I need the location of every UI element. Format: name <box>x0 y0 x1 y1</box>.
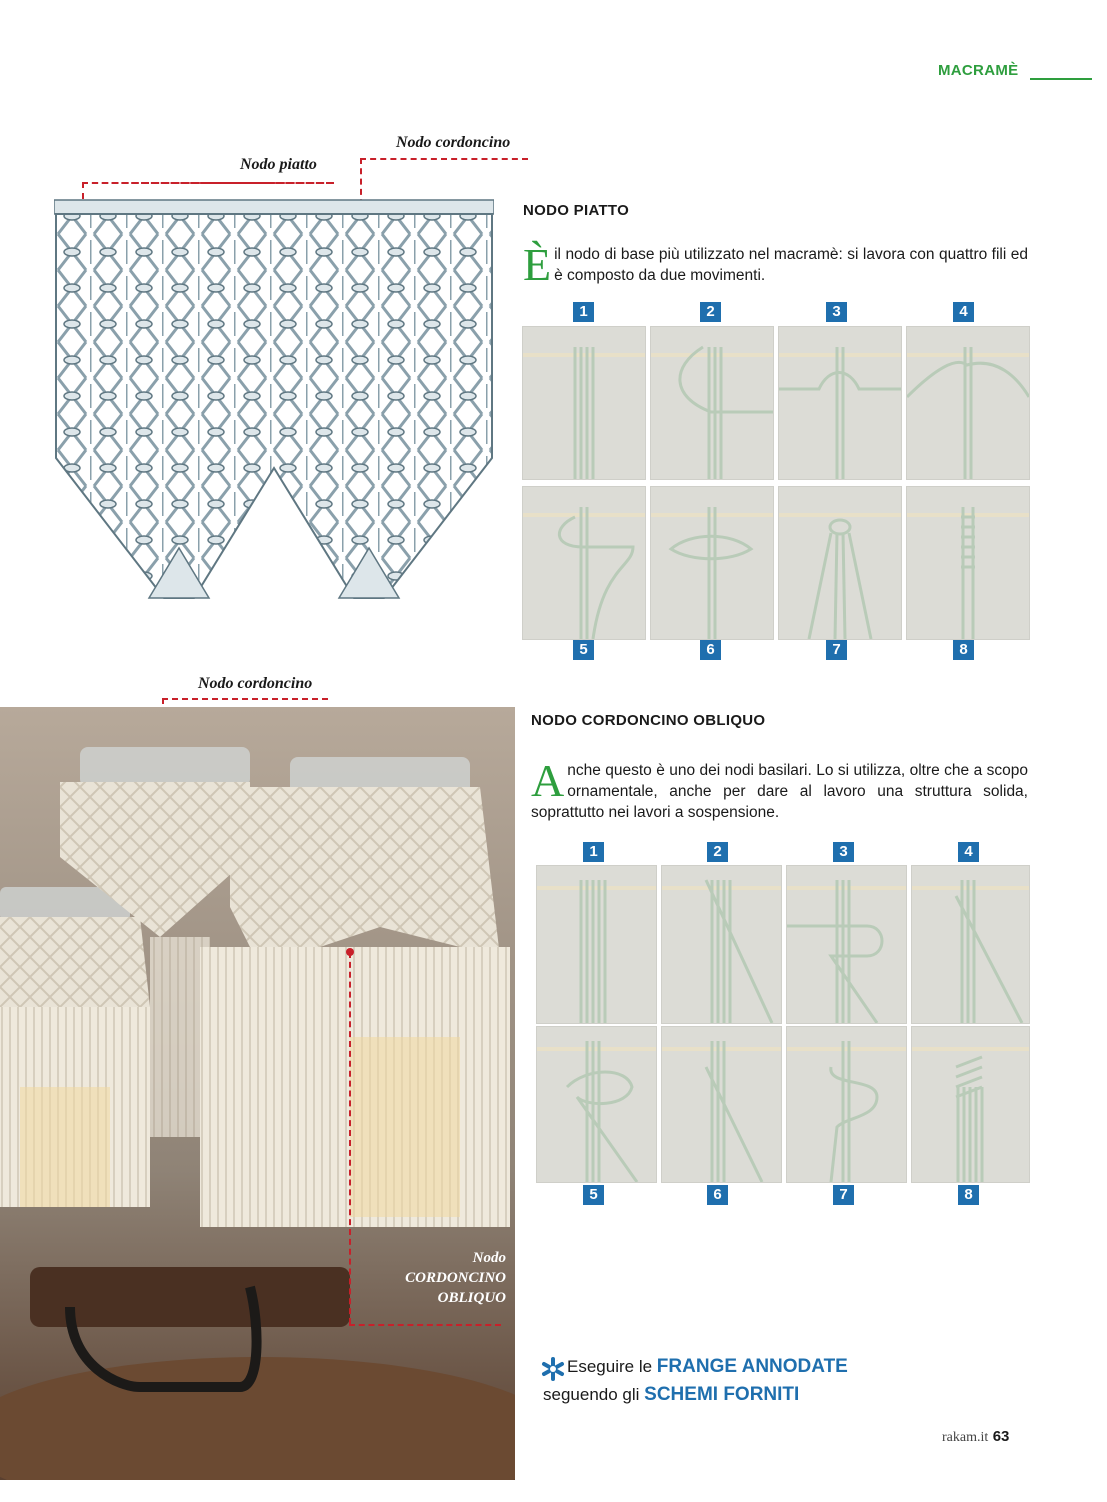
step-photo <box>650 326 774 480</box>
step-number: 5 <box>573 640 594 660</box>
asterisk-icon <box>541 1357 565 1381</box>
step-photo <box>906 486 1030 640</box>
step-number: 4 <box>953 302 974 322</box>
section-tag: MACRAMÈ <box>938 62 1019 79</box>
section-rule <box>1030 78 1092 80</box>
footer-note-prefix: seguendo gli <box>543 1385 640 1404</box>
callout-line-photo-bottom <box>349 952 351 1324</box>
callout-photo-cordoncino: Nodo cordoncino <box>198 675 313 692</box>
step-photo <box>661 865 782 1024</box>
step-number: 2 <box>707 842 728 862</box>
dropcap: A <box>531 755 565 806</box>
paragraph: il nodo di base più utilizzato nel macramè: si lavora con quattro fili ed è composto da due movimenti. <box>554 246 1028 284</box>
step-number: 4 <box>958 842 979 862</box>
step-photo <box>536 1026 657 1183</box>
footer-note-emphasis: FRANGE ANNODATE <box>656 1356 848 1377</box>
footer-note-line1 <box>567 1356 848 1378</box>
footer-note-line2 <box>543 1384 799 1406</box>
step-photo <box>911 1026 1030 1183</box>
callout-nodo-piatto: Nodo piatto <box>240 156 317 173</box>
step-number: 7 <box>826 640 847 660</box>
section-title-nodo-cordoncino: NODO CORDONCINO OBLIQUO <box>531 712 766 729</box>
step-photo <box>661 1026 782 1183</box>
footer-note-prefix: Eseguire le <box>567 1357 653 1376</box>
step-photo <box>522 486 646 640</box>
step-number: 5 <box>583 1185 604 1205</box>
footer-note-emphasis: SCHEMI FORNITI <box>644 1384 800 1405</box>
paragraph: nche questo è uno dei nodi basilari. Lo si utilizza, oltre che a scopo ornamentale, anche per dare al lavoro una struttura solida, soprattutto nei lavori a sospensione. <box>531 762 1028 821</box>
macrame-diagram <box>54 198 494 606</box>
section-text-nodo-piatto <box>523 239 1028 290</box>
step-photo <box>650 486 774 640</box>
step-number: 7 <box>833 1185 854 1205</box>
step-photo <box>786 865 907 1024</box>
lantern-photo <box>0 707 515 1480</box>
callout-dot-photo-bottom <box>346 948 354 956</box>
step-number: 6 <box>707 1185 728 1205</box>
step-photo <box>778 326 902 480</box>
callout-line: OBLIQUO <box>437 1290 506 1306</box>
lantern-photo-illustration <box>0 707 515 1480</box>
step-photo <box>786 1026 907 1183</box>
step-number: 3 <box>833 842 854 862</box>
section-text-nodo-cordoncino <box>531 755 1028 823</box>
site-name: rakam.it <box>942 1430 989 1445</box>
step-number: 1 <box>573 302 594 322</box>
step-number: 3 <box>826 302 847 322</box>
step-photo <box>911 865 1030 1024</box>
page-number: 63 <box>992 1428 1010 1445</box>
callout-nodo-cordoncino: Nodo cordoncino <box>396 134 511 151</box>
page-footer <box>942 1428 1009 1446</box>
callout-line: Nodo <box>472 1250 506 1266</box>
step-number: 8 <box>958 1185 979 1205</box>
macrame-diagram-illustration <box>54 198 494 606</box>
step-number: 2 <box>700 302 721 322</box>
section-title-nodo-piatto: NODO PIATTO <box>523 202 630 219</box>
step-number: 1 <box>583 842 604 862</box>
dropcap: È <box>523 239 552 290</box>
step-number: 8 <box>953 640 974 660</box>
step-photo <box>522 326 646 480</box>
step-photo <box>906 326 1030 480</box>
step-photo <box>536 865 657 1024</box>
callout-line: CORDONCINO <box>405 1270 506 1286</box>
callout-photo-obliquo <box>398 1248 506 1308</box>
step-number: 6 <box>700 640 721 660</box>
step-photo <box>778 486 902 640</box>
